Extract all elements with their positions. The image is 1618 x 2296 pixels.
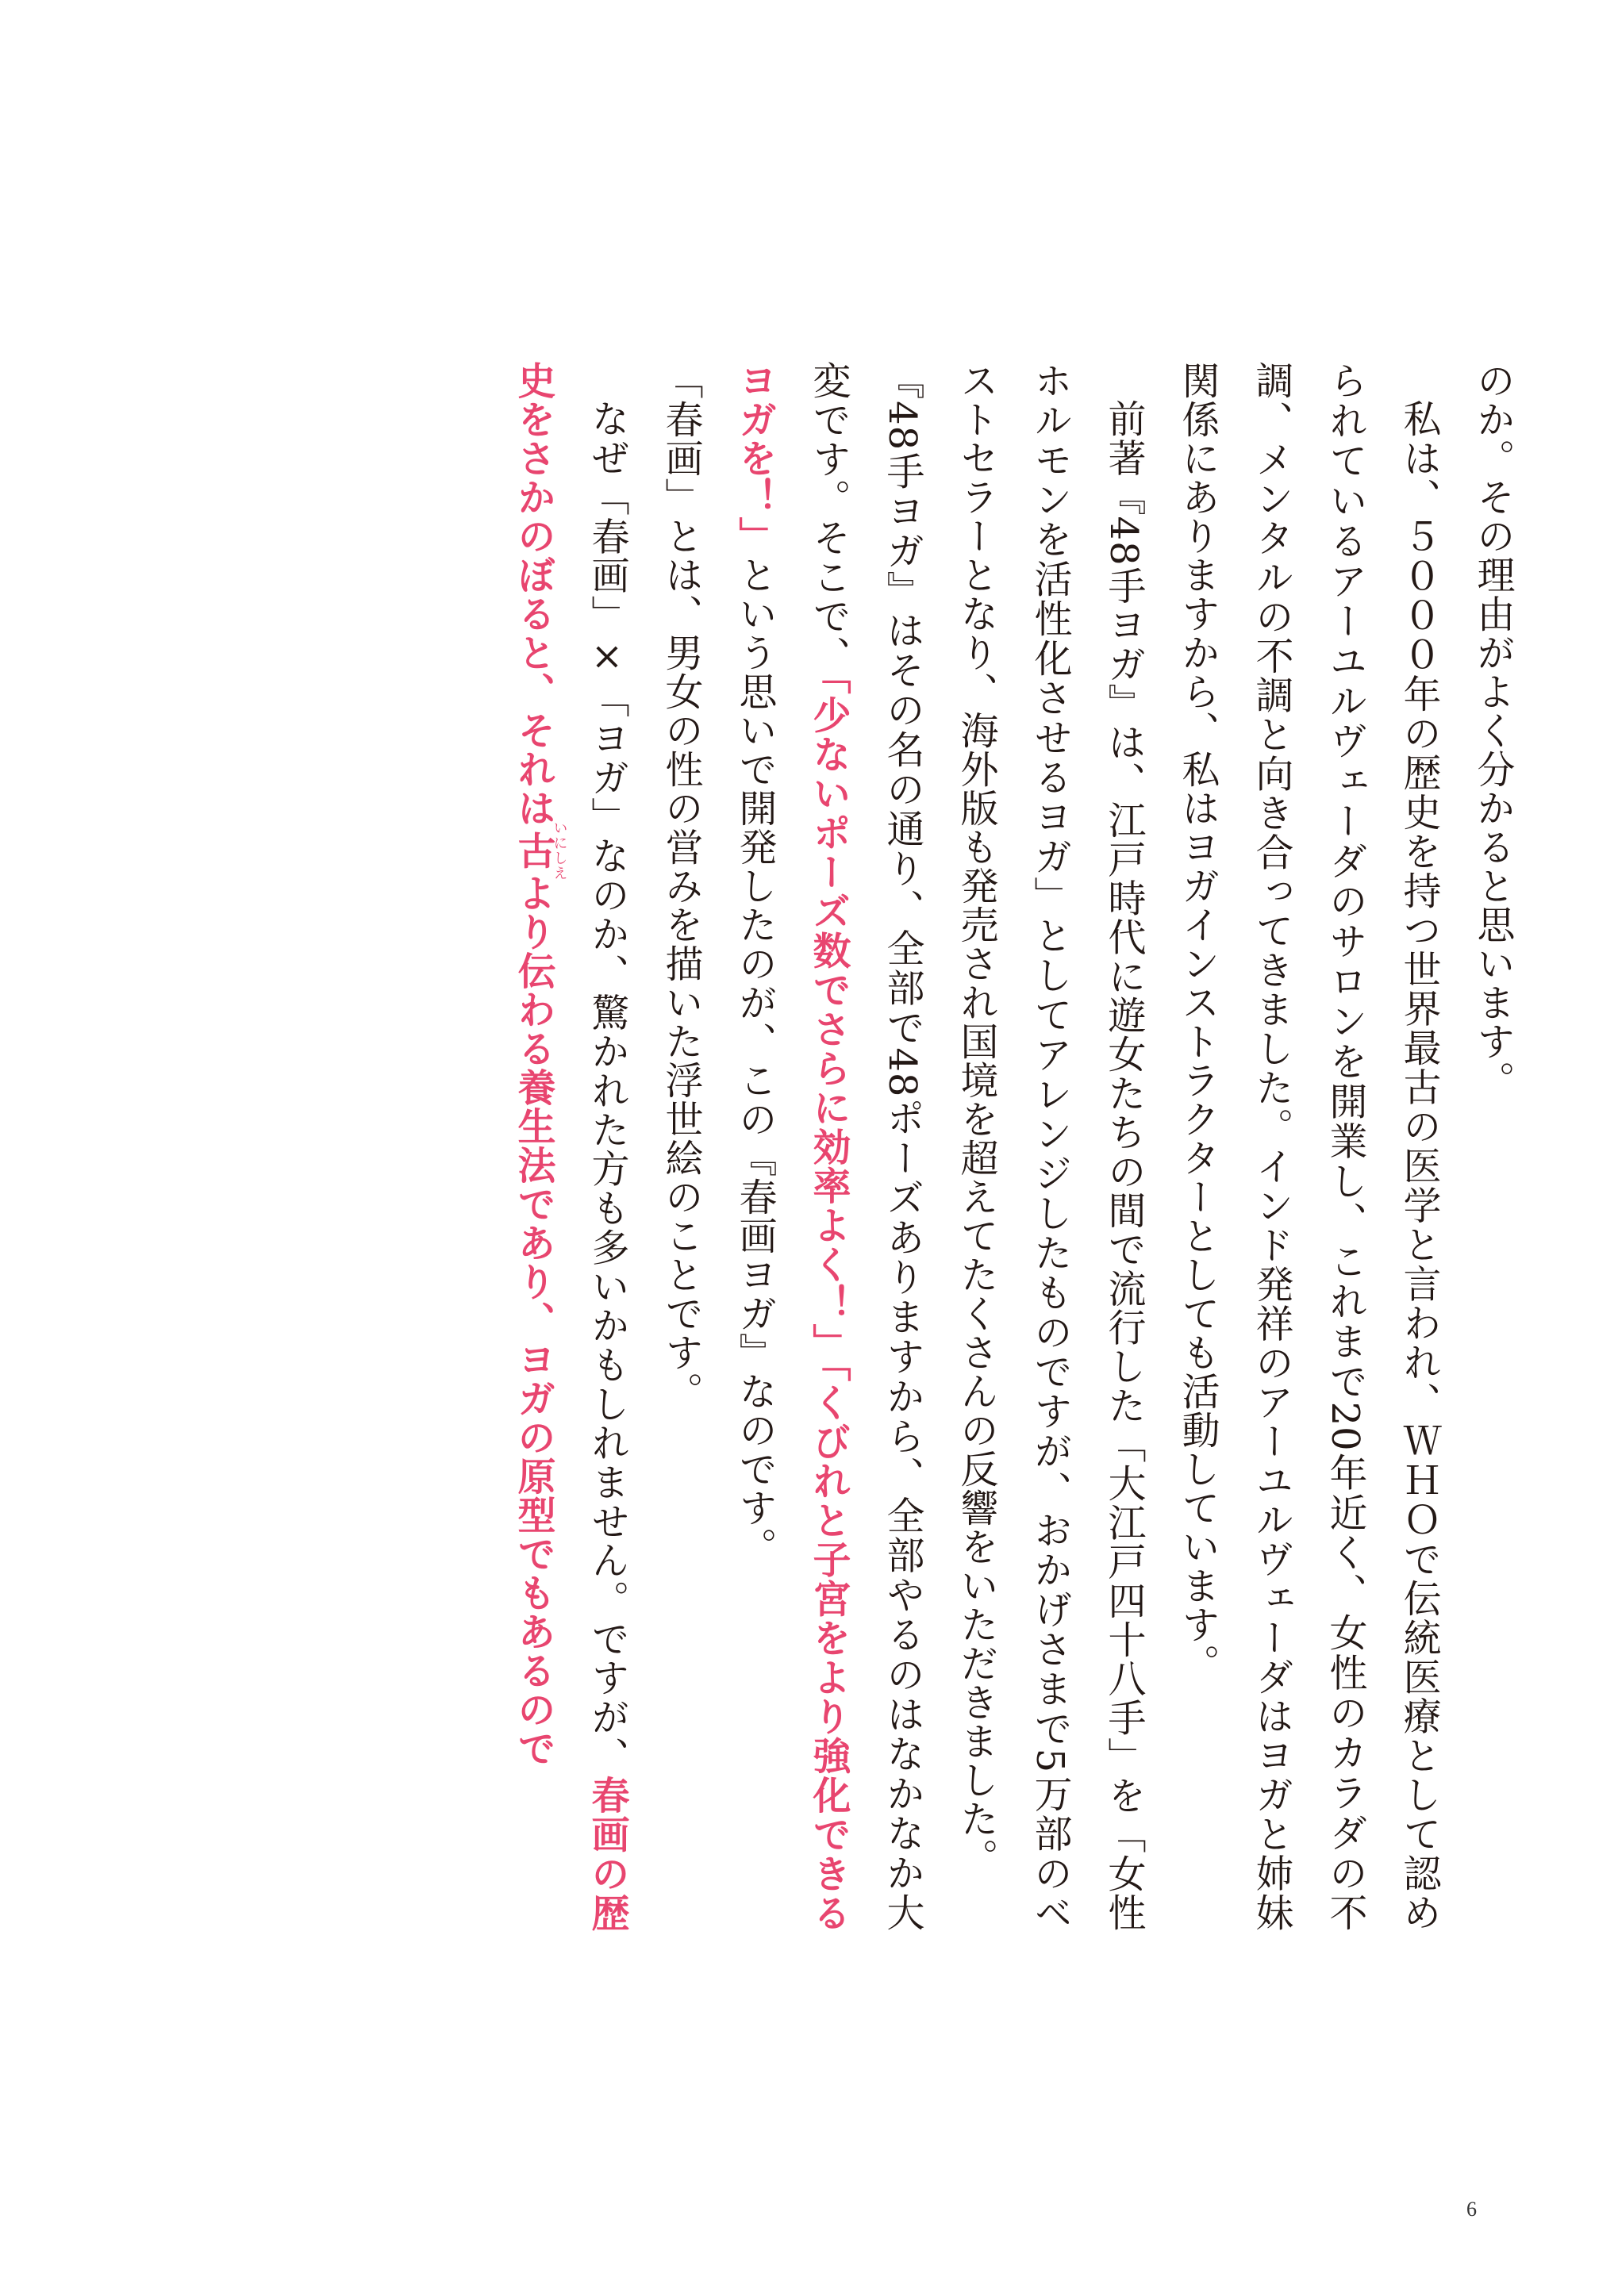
text-segment: という思いで開発したのが、この『春画ヨガ』なのです。	[732, 555, 777, 1566]
text-segment: なぜ「春画」×「ヨガ」なのか、驚かれた方も多いかもしれません。ですが、	[585, 399, 629, 1776]
paragraph	[496, 361, 644, 1932]
vertical-body-text	[496, 361, 1529, 1932]
text-segment: 私は、５０００年の歴史を持つ世界最古の医学と言われ、ＷＨＯで伝統医療として認められているアーユルヴェーダのサロンを開業し、これまで20年近く、女性のカラダの不調、メンタルの不調と向き合ってきました。インド発祥のアーユルヴェーダはヨガと姉妹関係にありますから、私はヨガインストラクターとしても活動しています。	[1175, 361, 1441, 1932]
ruby-base: 古	[511, 820, 555, 881]
text-segment: のか。その理由がよく分かると思います。	[1470, 361, 1515, 1100]
paragraph	[717, 361, 939, 1932]
highlighted-text: 「少ないポーズ数でさらに効率よく！」「くびれと子宮をより強化できるヨガを！」	[732, 361, 851, 1933]
text-segment: 『48手ヨガ』はその名の通り、全部で48ポーズありますから、全部やるのはなかなか大変です。そこで、	[806, 361, 924, 1932]
paragraph	[1455, 361, 1529, 1932]
page-number: 6	[1466, 2198, 1477, 2221]
paragraph	[644, 361, 717, 1932]
ruby-reading: いにしえ	[551, 820, 568, 881]
highlighted-text	[511, 820, 568, 881]
text-segment: 「春画」とは、男女の性の営みを描いた浮世絵のことです。	[659, 361, 703, 1411]
highlighted-text: 春画の歴史をさかのぼると、それは	[511, 361, 629, 1933]
paragraph	[939, 361, 1160, 1932]
ruby-annotation	[511, 820, 568, 881]
highlighted-text: より伝わる養生法であり、ヨガの原型でもあるので	[511, 873, 555, 1768]
paragraph	[1160, 361, 1455, 1932]
text-segment: 前著『48手ヨガ』は、江戸時代に遊女たちの間で流行した「大江戸四十八手」を「女性ホルモンを活性化させるヨガ」としてアレンジしたものですが、おかげさまで5万部のベストセラーとなり、海外版も発売され国境を超えてたくさんの反響をいただきました。	[954, 361, 1146, 1932]
